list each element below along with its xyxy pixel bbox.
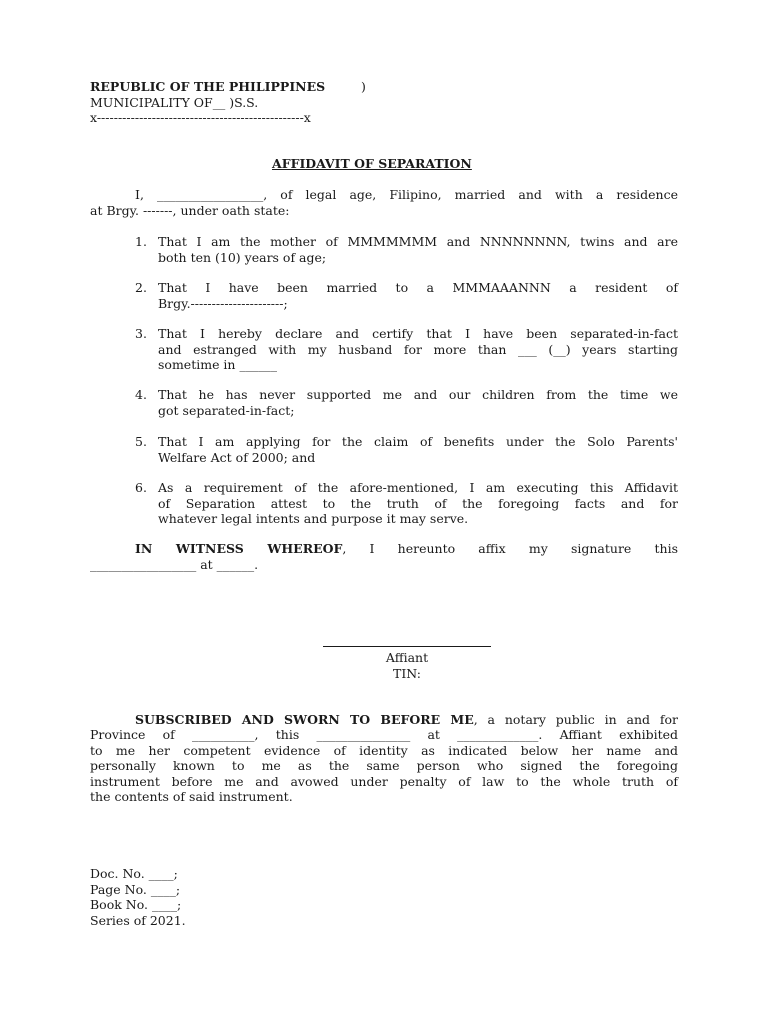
item-line: got separated-in-fact;	[158, 402, 295, 418]
jurat-line-1	[135, 712, 678, 727]
item-line: That I am the mother of MMMMMMM and NNNNNNNN, twins and are	[158, 234, 678, 249]
witness-date-line: _________________ at ______.	[90, 557, 259, 572]
doc-number: Doc. No. ____;	[90, 866, 178, 881]
jurat-line-6: the contents of said instrument.	[90, 789, 293, 804]
item-number: 3.	[135, 326, 147, 341]
jurat-line-3: to me her competent evidence of identity as indicated below her name and	[90, 743, 678, 758]
item-line: That he has never supported me and our children from the time we	[158, 387, 678, 402]
jurat-line-5: instrument before me and avowed under penalty of law to the whole truth of	[90, 774, 678, 789]
item-line: That I hereby declare and certify that I have been separated-in-fact	[158, 326, 678, 341]
document-title: AFFIDAVIT OF SEPARATION	[272, 156, 472, 171]
item-number: 2.	[135, 280, 147, 295]
intro-line-2: at Brgy. -------, under oath state:	[90, 203, 290, 218]
witness-clause	[135, 541, 678, 556]
header-separator: x-------------------------------------------------x	[90, 110, 311, 125]
item-line: That I am applying for the claim of benefits under the Solo Parents'	[158, 434, 678, 449]
item-line: both ten (10) years of age;	[158, 249, 327, 265]
item-line: As a requirement of the afore-mentioned, I am executing this Affidavit	[158, 480, 678, 495]
book-number: Book No. ____;	[90, 897, 182, 912]
witness-heading: IN WITNESS WHEREOF	[135, 541, 343, 556]
jurat-text: , a notary public in and for	[473, 712, 678, 727]
item-line: of Separation attest to the truth of the foregoing facts and for	[158, 495, 678, 511]
item-line: That I have been married to a MMMAAANNN a resident of	[158, 280, 678, 295]
tin-label: TIN:	[393, 666, 421, 681]
jurat-line-4: personally known to me as the same person who signed the foregoing	[90, 758, 678, 773]
affiant-label: Affiant	[385, 650, 429, 665]
jurat-heading: SUBSCRIBED AND SWORN TO BEFORE ME	[135, 712, 474, 727]
item-number: 6.	[135, 480, 147, 495]
item-line: Welfare Act of 2000; and	[158, 449, 316, 465]
item-line: whatever legal intents and purpose it may serve.	[158, 511, 469, 526]
item-line: and estranged with my husband for more than ___ (__) years starting	[158, 341, 678, 357]
item-line: sometime in ______	[158, 357, 277, 372]
header-republic: REPUBLIC OF THE PHILIPPINES	[90, 79, 326, 94]
header-paren: )	[361, 79, 366, 94]
item-line: Brgy.----------------------;	[158, 295, 288, 311]
witness-text: , I hereunto affix my signature this	[342, 541, 678, 556]
page-number: Page No. ____;	[90, 882, 181, 897]
jurat-line-2: Province of __________, this _______________ at _____________. Affiant exhibited	[90, 727, 678, 742]
intro-line-1: I, _________________, of legal age, Filipino, married and with a residence	[135, 187, 678, 202]
item-number: 4.	[135, 387, 147, 402]
signature-line	[323, 646, 491, 647]
header-municipality: MUNICIPALITY OF__ )S.S.	[90, 95, 259, 110]
series-year: Series of 2021.	[90, 913, 186, 928]
item-number: 1.	[135, 234, 147, 249]
item-number: 5.	[135, 434, 147, 449]
